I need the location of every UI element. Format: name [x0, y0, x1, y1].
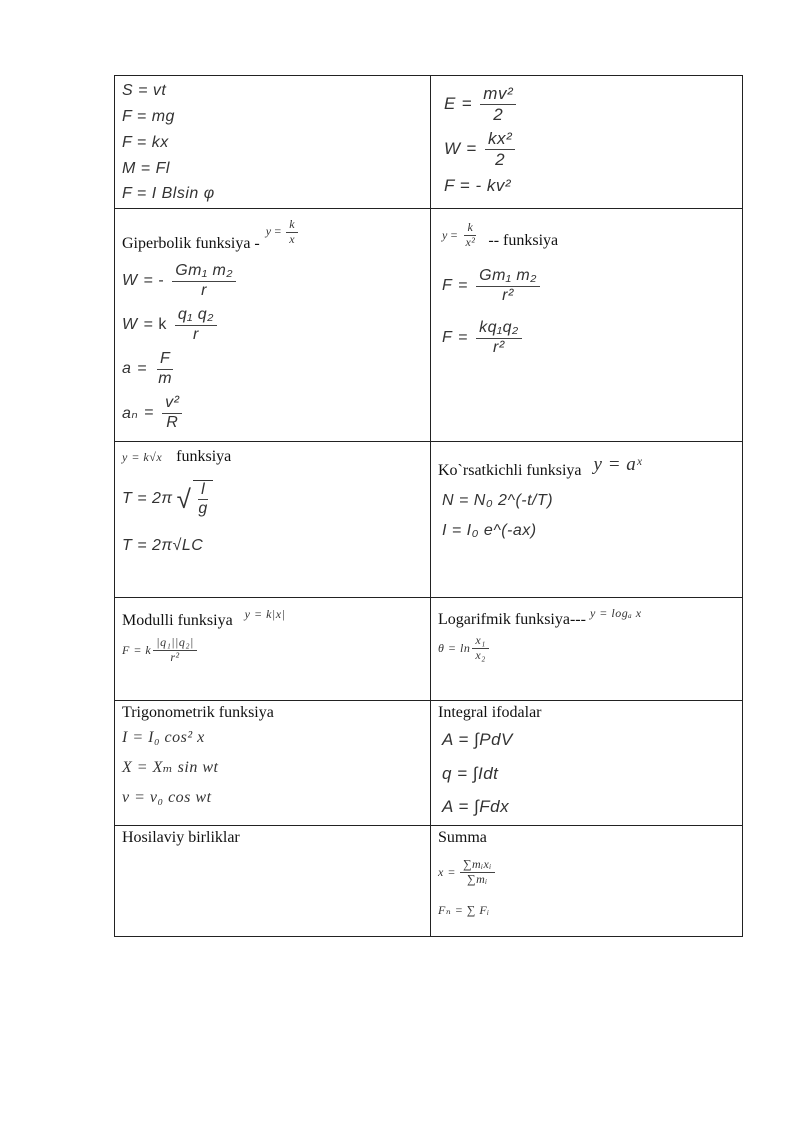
- cell-heading: [438, 444, 736, 486]
- formula-line: F = I Blsin φ: [122, 185, 215, 202]
- fraction: [462, 221, 478, 250]
- fraction-numerator: |q₁||q₂|: [153, 636, 197, 651]
- fraction-numerator: v²: [162, 394, 182, 413]
- cell-heading: [438, 211, 736, 259]
- fraction: [485, 129, 515, 169]
- section-label: Summa: [438, 829, 487, 846]
- table-row: [115, 442, 743, 598]
- equals-sign: =: [273, 223, 283, 238]
- fraction-numerator: k: [286, 218, 298, 233]
- formula-line: [442, 313, 736, 363]
- formula-line: [442, 259, 736, 313]
- formula-line: Fₙ = ∑ Fᵢ: [438, 903, 490, 917]
- fraction-denominator: m: [158, 369, 173, 387]
- formula-line: F = mg: [122, 108, 175, 125]
- section-label: Logarifmik funksiya---: [438, 611, 586, 628]
- equals-sign: =: [458, 277, 469, 294]
- formula-line: [122, 303, 424, 347]
- formula-lhs: F = k: [122, 642, 152, 657]
- fraction: [155, 350, 175, 388]
- fraction-denominator: r: [192, 325, 199, 343]
- fraction: [286, 218, 298, 247]
- formula-relation: = k: [143, 316, 167, 333]
- formula-line: [122, 630, 424, 670]
- section-label: Giperbolik funksiya -: [122, 235, 260, 252]
- formula-lhs: θ = ln: [438, 640, 471, 655]
- cell-left-modulus: [115, 598, 431, 701]
- fraction-denominator: R: [166, 413, 179, 431]
- formula-line: A = ∫PdV: [442, 730, 513, 749]
- formula-line: [122, 470, 424, 528]
- formula-head: y = k|x|: [244, 606, 286, 621]
- formula-line: [438, 848, 736, 896]
- formula-head: y = k√x: [122, 449, 163, 464]
- fraction-denominator: g: [198, 500, 208, 517]
- fraction-numerator: Gm₁ m₂: [172, 262, 236, 281]
- fraction-numerator: kq₁q₂: [476, 319, 521, 338]
- formula-lhs: W: [444, 139, 461, 158]
- formula-line: [122, 391, 424, 435]
- table-row: [115, 826, 743, 937]
- equals-sign: =: [466, 139, 477, 158]
- fraction-denominator: x²: [465, 234, 476, 249]
- fraction: [172, 262, 236, 300]
- fraction-numerator: mv²: [480, 84, 516, 105]
- formula-line: I = I₀ e^(-ax): [442, 522, 537, 539]
- formula-line: N = N₀ 2^(-t/T): [442, 492, 554, 509]
- cell-heading: [122, 600, 424, 630]
- equals-sign: =: [458, 329, 469, 346]
- fraction-numerator: ∑mᵢxᵢ: [460, 858, 495, 873]
- equals-sign: =: [461, 94, 473, 113]
- formula-line: X = Xₘ sin wt: [122, 759, 219, 776]
- cell-left-mechanics: [115, 76, 431, 209]
- cell-right-logarithmic: [431, 598, 743, 701]
- formula-line: F = - kv²: [444, 176, 511, 195]
- equals-sign: =: [137, 360, 148, 377]
- fraction-denominator: x₂: [475, 647, 486, 662]
- cell-heading: [438, 600, 736, 630]
- formula-line: S = vt: [122, 82, 167, 99]
- cell-left-hyperbolic: [115, 209, 431, 442]
- fraction: [460, 858, 495, 887]
- section-label: Integral ifodalar: [438, 704, 542, 721]
- fraction-numerator: x₁: [472, 634, 489, 649]
- formula-line: F = kx: [122, 134, 169, 151]
- fraction-denominator: 2: [493, 104, 504, 124]
- fraction: [193, 480, 212, 519]
- formula-line: [438, 630, 736, 666]
- fraction-denominator: x: [289, 231, 296, 246]
- fraction: [162, 394, 182, 432]
- formula-lhs: a: [122, 360, 132, 377]
- formula-line: [444, 126, 736, 172]
- table-row: [115, 76, 743, 209]
- formula-line: [122, 347, 424, 391]
- formula-relation: = -: [143, 272, 165, 289]
- fraction-numerator: l: [198, 481, 208, 500]
- cell-right-integral: [431, 701, 743, 826]
- section-label: Modulli funksiya: [122, 612, 233, 629]
- fraction: [476, 319, 521, 357]
- section-label: funksiya: [176, 448, 232, 465]
- section-label: Hosilaviy birliklar: [122, 829, 240, 846]
- formula-line: I = I₀ cos² x: [122, 729, 205, 746]
- fraction: [175, 306, 217, 344]
- formula-line: M = Fl: [122, 160, 170, 177]
- formula-line: A = ∫Fdx: [442, 797, 510, 816]
- formula-line: v = v₀ cos wt: [122, 789, 212, 806]
- equals-sign: =: [144, 404, 155, 421]
- table-row: [115, 209, 743, 442]
- formula-lhs: x =: [438, 864, 456, 879]
- fraction-numerator: k: [464, 221, 476, 236]
- fraction: [472, 634, 489, 663]
- formula-lhs: aₙ: [122, 405, 139, 422]
- table-row: [115, 701, 743, 826]
- equals-sign: =: [449, 227, 459, 242]
- formula-table: [114, 75, 743, 937]
- cell-right-energy: [431, 76, 743, 209]
- section-label: Trigonometrik funksiya: [122, 704, 274, 721]
- formula-lhs: F: [442, 277, 453, 294]
- cell-heading: [122, 444, 424, 470]
- formula-lhs: W: [122, 272, 138, 289]
- formula-lhs: y: [265, 223, 272, 238]
- formula-lhs: T = 2π: [122, 490, 173, 507]
- cell-right-sum: [431, 826, 743, 937]
- fraction-denominator: r²: [502, 286, 514, 304]
- section-label: Ko`rsatkichli funksiya: [438, 462, 582, 479]
- formula-line: [444, 82, 736, 126]
- cell-right-exponential: [431, 442, 743, 598]
- fraction-denominator: r: [201, 281, 207, 299]
- formula-line: [122, 259, 424, 303]
- fraction-numerator: Gm₁ m₂: [476, 267, 540, 286]
- square-root: [177, 480, 215, 519]
- fraction-numerator: q₁ q₂: [175, 306, 217, 325]
- fraction-denominator: r²: [170, 649, 180, 664]
- formula-head: y = logₐ x: [589, 605, 642, 620]
- fraction-numerator: kx²: [485, 129, 515, 150]
- fraction-numerator: F: [157, 350, 173, 369]
- formula-lhs: E: [444, 94, 456, 113]
- section-label: -- funksiya: [488, 232, 559, 249]
- formula-line: q = ∫Idt: [442, 764, 499, 783]
- cell-heading: [122, 211, 424, 259]
- formula-head: y = aˣ: [593, 454, 643, 475]
- cell-right-inverse-square: [431, 209, 743, 442]
- formula-line: T = 2π√LC: [122, 537, 204, 554]
- fraction-denominator: r²: [493, 338, 505, 356]
- fraction-denominator: ∑mᵢ: [467, 871, 488, 886]
- formula-lhs: y: [442, 227, 448, 242]
- cell-left-derived-units: [115, 826, 431, 937]
- radical-sign: √: [176, 483, 192, 514]
- table-row: [115, 598, 743, 701]
- cell-left-trigonometric: [115, 701, 431, 826]
- fraction-denominator: 2: [495, 149, 506, 169]
- fraction: [480, 84, 516, 124]
- formula-lhs: F: [442, 329, 453, 346]
- formula-lhs: W: [122, 316, 138, 333]
- fraction: [476, 267, 540, 305]
- fraction: [153, 636, 197, 665]
- cell-left-root: [115, 442, 431, 598]
